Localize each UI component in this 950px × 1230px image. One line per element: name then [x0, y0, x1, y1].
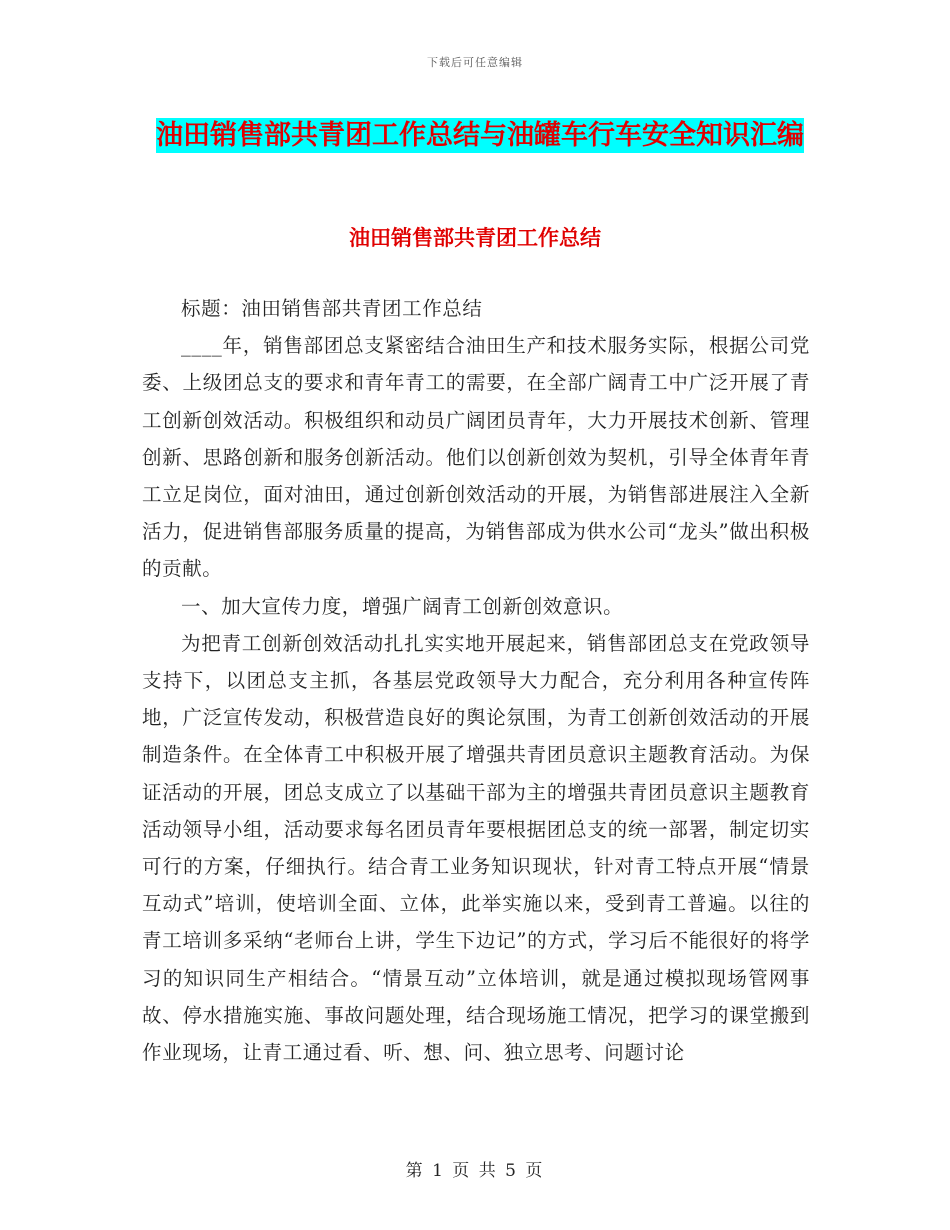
paragraph-heading-one: 一、加大宣传力度，增强广阔青工创新创效意识。	[181, 594, 624, 618]
section-title: 油田销售部共青团工作总结	[349, 226, 601, 250]
paragraph-body: 为把青工创新创效活动扎扎实实地开展起来，销售部团总支在党政领导支持下，以团总支主抓，各基层党政领导大力配合，充分利用各种宣传阵地，广泛宣传发动，积极营造良好的舆论氛围，为青工创新创效活动的开展制造条件。在全体青工中积极开展了增强共青团员意识主题教育活动。为保证活动的开展，团总支成立了以基础干部为主的增强共青团员意识主题教育活动领导小组，活动要求每名团员青年要根据团总支的统一部署，制定切实可行的方案，仔细执行。结合青工业务知识现状，针对青工特点开展“情景互动式”培训，使培训全面、立体，此举实施以来，受到青工普遍。以往的青工培训多采纳“老师台上讲，学生下边记”的方式，学习后不能很好的将学习的知识同生产相结合。“情景互动”立体培训，就是通过模拟现场管网事故、停水措施实施、事故问题处理，结合现场施工情况，把学习的课堂搬到作业现场，让青工通过看、听、想、问、独立思考、问题讨论	[142, 631, 810, 1065]
paragraph-intro: ____年，销售部团总支紧密结合油田生产和技术服务实际，根据公司党委、上级团总支的要求和青年青工的需要，在全部广阔青工中广泛开展了青工创新创效活动。积极组织和动员广阔团员青年，大力开展技术创新、管理创新、思路创新和服务创新活动。他们以创新创效为契机，引导全体青年青工立足岗位，面对油田，通过创新创效活动的开展，为销售部进展注入全新活力，促进销售部服务质量的提高，为销售部成为供水公司“龙头”做出积极的贡献。	[142, 334, 810, 581]
page-header-note: 下载后可任意编辑	[427, 56, 523, 69]
document-title-text: 油田销售部共青团工作总结与油罐车行车安全知识汇编	[156, 120, 804, 151]
paragraph-subject: 标题：油田销售部共青团工作总结	[181, 297, 483, 320]
document-body	[142, 290, 810, 1071]
page-number: 第 1 页 共 5 页	[405, 1161, 545, 1181]
document-title	[140, 110, 820, 161]
